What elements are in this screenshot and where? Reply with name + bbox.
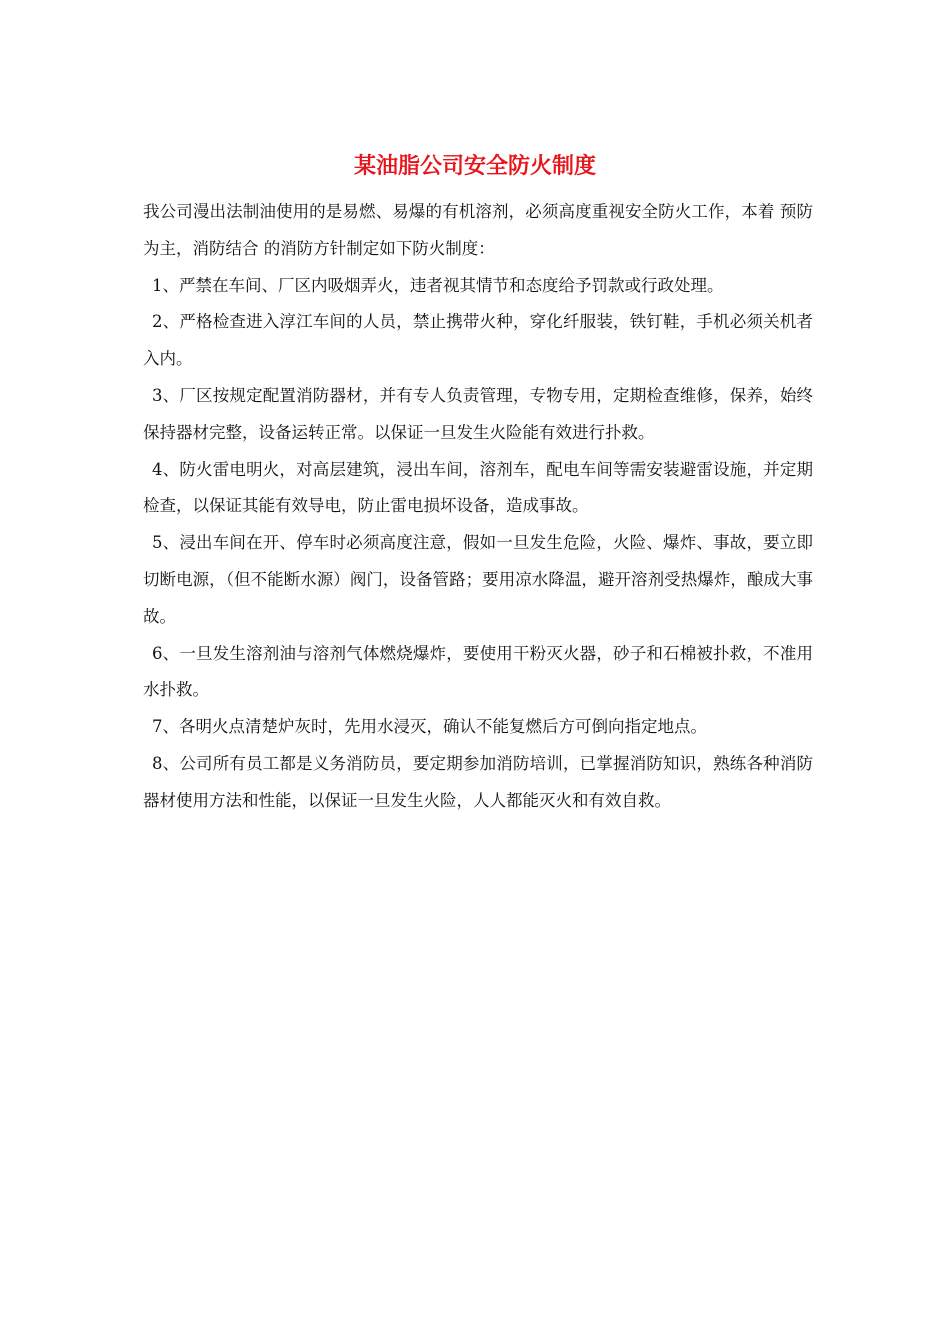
rule-item-1: 1、严禁在车间、厂区内吸烟弄火，违者视其情节和态度给予罚款或行政处理。 bbox=[152, 275, 724, 295]
page-title: 某油脂公司安全防火制度 bbox=[353, 154, 596, 179]
rule-item-5: 5、浸出车间在开、停车时必须高度注意，假如一旦发生危险，火险、爆炸、事故，要立即切断电源，（但不能断水源）阀门，设备管路；要用凉水降温，避开溶剂受热爆炸，酿成大事故。 bbox=[143, 533, 813, 626]
rule-item-4: 4、防火雷电明火，对高层建筑，浸出车间，溶剂车，配电车间等需安装避雷设施，并定期检查，以保证其能有效导电，防止雷电损坏设备，造成事故。 bbox=[143, 459, 813, 516]
rule-item-7: 7、各明火点清楚炉灰时，先用水浸灭，确认不能复燃后方可倒向指定地点。 bbox=[152, 717, 707, 737]
document-body bbox=[143, 194, 813, 820]
rule-item-3: 3、厂区按规定配置消防器材，并有专人负责管理，专物专用，定期检查维修，保养，始终保持器材完整，设备运转正常。以保证一旦发生火险能有效进行扑救。 bbox=[143, 385, 813, 442]
rule-item-8: 8、公司所有员工都是义务消防员，要定期参加消防培训，已掌握消防知识，熟练各种消防器材使用方法和性能，以保证一旦发生火险，人人都能灭火和有效自救。 bbox=[143, 753, 813, 810]
rule-item-6: 6、一旦发生溶剂油与溶剂气体燃烧爆炸，要使用干粉灭火器，砂子和石棉被扑救，不准用水扑救。 bbox=[143, 643, 813, 700]
rule-item-2: 2、严格检查进入淳江车间的人员，禁止携带火种，穿化纤服装，铁钉鞋，手机必须关机者入内。 bbox=[143, 312, 813, 369]
intro-paragraph: 我公司漫出法制油使用的是易燃、易爆的有机溶剂，必须高度重视安全防火工作，本着 预防为主，消防结合 的消防方针制定如下防火制度： bbox=[143, 202, 813, 258]
